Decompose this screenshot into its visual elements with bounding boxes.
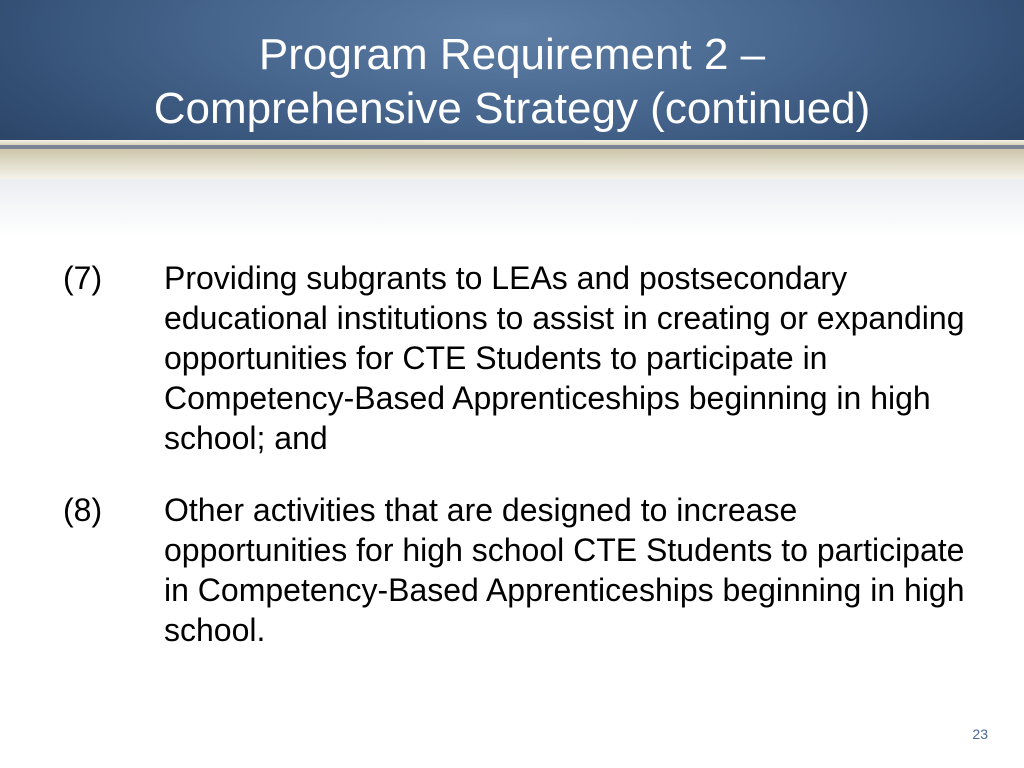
- header-fade: [0, 179, 1024, 239]
- list-item-7: [60, 258, 980, 458]
- slide-title: [40, 28, 984, 136]
- page-number: 23: [972, 726, 988, 742]
- slide-title-line-2: Comprehensive Strategy (continued): [153, 84, 871, 133]
- slide-body: [60, 258, 980, 682]
- list-item-text: Other activities that are designed to increase opportunities for high school CTE Students to participate in Competency-Based Apprenticeships beginning in high school.: [164, 492, 965, 648]
- list-item-number: (7): [63, 260, 103, 296]
- list-item-8: [60, 490, 980, 650]
- header-tan-band: [0, 149, 1024, 179]
- slide-title-line-1: Program Requirement 2 –: [258, 30, 766, 79]
- list-item-text: Providing subgrants to LEAs and postsecondary educational institutions to assist in creating or expanding opportunities for CTE Students to participate in Competency-Based Apprenticeships beginning in high school; and: [164, 260, 965, 456]
- list-item-number: (8): [63, 492, 103, 528]
